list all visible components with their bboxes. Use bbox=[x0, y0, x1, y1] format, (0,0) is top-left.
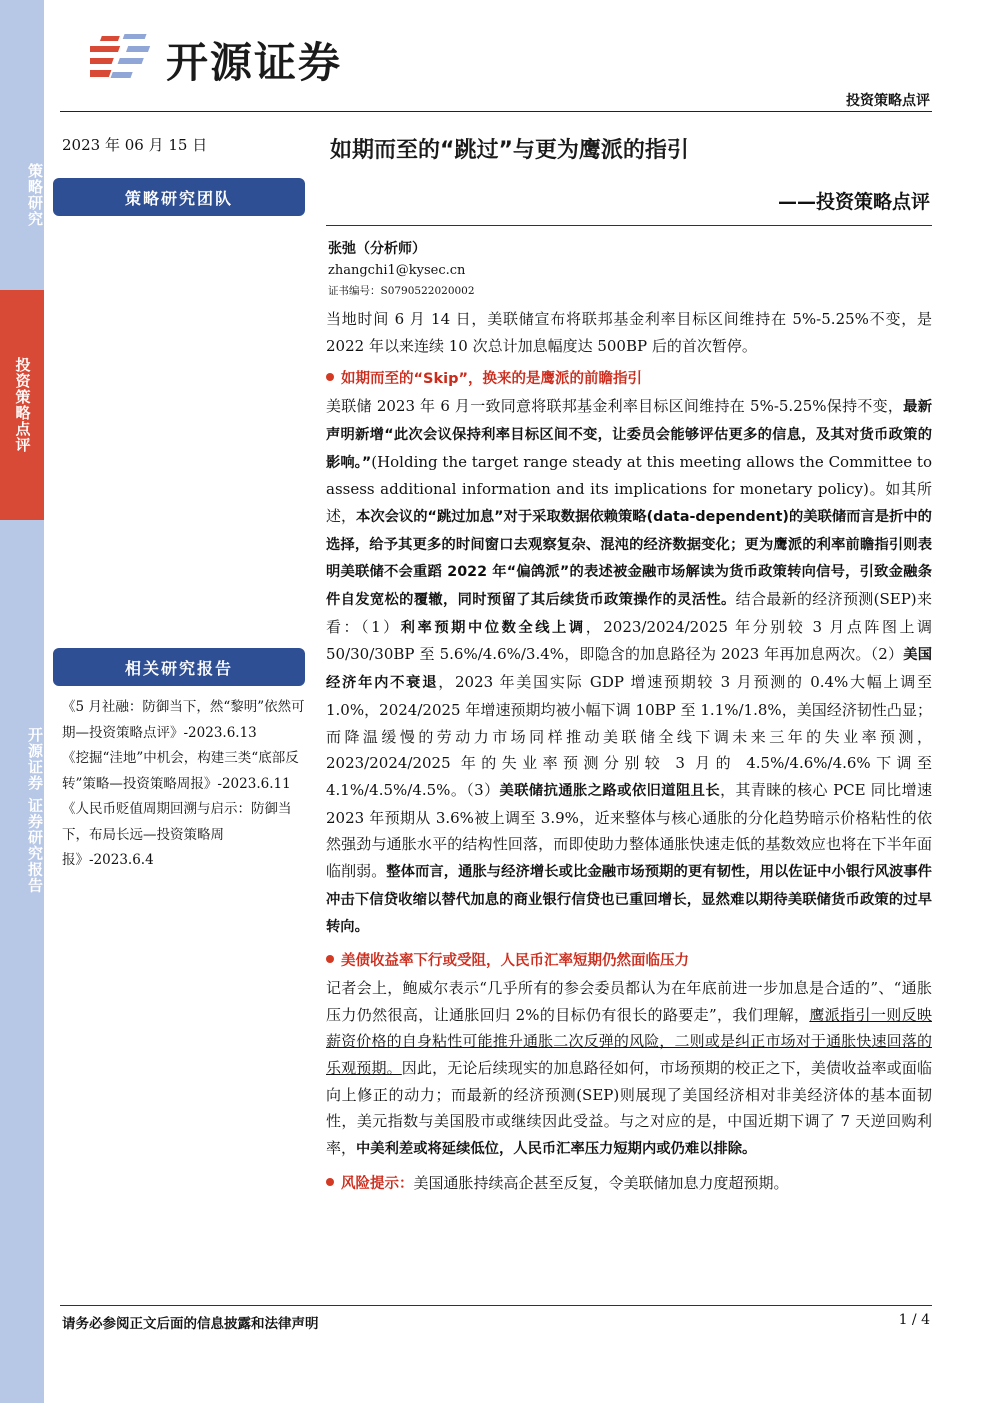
bullet-dot-icon bbox=[326, 373, 334, 381]
section-heading-1: 如期而至的“Skip”，换来的是鹰派的前瞻指引 bbox=[326, 366, 932, 393]
analyst-email: zhangchi1@kysec.cn bbox=[328, 263, 466, 278]
header-divider bbox=[60, 111, 932, 112]
related-report-item: 《挖掘“洼地”中机会，构建三类“底部反转”策略—投资策略周报》-2023.6.11 bbox=[62, 750, 299, 792]
related-report-item: 《人民币贬值周期回溯与启示：防御当下，布局长远—投资策略周报》-2023.6.4 bbox=[62, 801, 292, 868]
related-report-item: 《5 月社融：防御当下，然“黎明”依然可期—投资策略点评》-2023.6.13 bbox=[62, 699, 305, 741]
related-reports-label: 相关研究报告 bbox=[53, 648, 305, 686]
report-date: 2023 年 06 月 15 日 bbox=[62, 136, 208, 154]
report-body bbox=[326, 306, 932, 1198]
logo-mark-icon bbox=[90, 30, 158, 90]
team-label: 策略研究团队 bbox=[53, 178, 305, 216]
section-heading-2: 美债收益率下行或受阻，人民币汇率短期仍然面临压力 bbox=[326, 948, 932, 975]
sidebar-label-report-type: 投资策略点评 bbox=[0, 290, 44, 520]
intro-paragraph: 当地时间 6 月 14 日，美联储宣布将联邦基金利率目标区间维持在 5%-5.25%不变，是 2022 年以来连续 10 次总计加息幅度达 500BP 后的首次暂停。 bbox=[326, 310, 932, 355]
title-divider bbox=[326, 225, 932, 226]
analyst-cert: 证书编号：S0790522020002 bbox=[328, 285, 475, 297]
footer-divider bbox=[60, 1305, 932, 1306]
left-color-bar bbox=[0, 0, 44, 1403]
sidebar-label-strategy: 策略研究 bbox=[0, 100, 44, 290]
brand-name: 开源证券 bbox=[166, 38, 343, 87]
bullet-dot-icon bbox=[326, 955, 334, 963]
analyst-block bbox=[328, 238, 475, 300]
related-reports-list bbox=[62, 695, 306, 874]
section-paragraph-1: 美联储 2023 年 6 月一致同意将联邦基金利率目标区间维持在 5%-5.25%保持不变，最新声明新增“此次会议保持利率目标区间不变，让委员会能够评估更多的信息，及其对货币政策的影响。”(Holding the target range steady at this meeting allows the Committee to assess additional information and its implications for monetary policy)。如其所述，本次会议的“跳过加息”对于采取数据依赖策略(data-dependent)的美联储而言是折中的选择，给予其更多的时间窗口去观察复杂、混沌的经济数据变化；更为鹰派的利率前瞻指引则表明美联储不会重蹈 2022 年“偏鸽派”的表述被金融市场解读为货币政策转向信号，引致金融条件自发宽松的覆辙，同时预留了其后续货币政策操作的灵活性。结合最新的经济预测(SEP)来看：（1）利率预期中位数全线上调，2023/2024/2025 年分别较 3 月点阵图上调 50/30/30BP 至 5.6%/4.6%/3.4%，即隐含的加息路径为 2023 年再加息两次。（2）美国经济年内不衰退，2023 年美国实际 GDP 增速预期较 3 月预测的 0.4%大幅上调至 1.0%，2024/2025 年增速预期均被小幅下调 10BP 至 1.1%/1.8%，美国经济韧性凸显；而降温缓慢的劳动力市场同样推动美联储全线下调未来三年的失业率预测，2023/2024/2025 年的失业率预测分别较 3 月的 4.5%/4.6%/4.6%下调至 4.1%/4.5%/4.5%。（3）美联储抗通胀之路或依旧道阻且长，其青睐的核心 PCE 同比增速 2023 年预期从 3.6%被上调至 3.9%，近来整体与核心通胀的分化趋势暗示价格粘性的依然强劲与通胀水平的结构性回落，而即使助力整体通胀快速走低的基数效应也将在下半年面临削弱。整体而言，通胀与经济增长或比金融市场预期的更有韧性，用以佐证中小银行风波事件冲击下信贷收缩以替代加息的商业银行信贷也已重回增长，显然难以期待美联储货币政策的过早转向。 bbox=[326, 397, 933, 936]
sidebar-label-brand: 开源证券 证券研究报告 bbox=[26, 726, 44, 894]
page-number: 1 / 4 bbox=[898, 1312, 930, 1328]
company-logo bbox=[90, 30, 342, 90]
document-type: 投资策略点评 bbox=[846, 93, 930, 109]
footer-disclaimer: 请务必参阅正文后面的信息披露和法律声明 bbox=[62, 1316, 319, 1332]
report-title: 如期而至的“跳过”与更为鹰派的指引 bbox=[330, 138, 689, 163]
section-paragraph-2: 记者会上，鲍威尔表示“几乎所有的参会委员都认为在年底前进一步加息是合适的”、“通胀压力仍然很高，让通胀回归 2%的目标仍有很长的路要走”，我们理解，鹰派指引一则反映薪资价格的自身粘性可能推升通胀二次反弹的风险，二则或是纠正市场对于通胀快速回落的乐观预期。因此，无论后续现实的加息路径如何，市场预期的校正之下，美债收益率或面临向上修正的动力；而最新的经济预测(SEP)则展现了美国经济相对非美经济体的基本面韧性，美元指数与美国股市或继续因此受益。与之对应的是，中国近期下调了 7 天逆回购利率，中美利差或将延续低位，人民币汇率压力短期内或仍难以排除。 bbox=[326, 978, 932, 1158]
analyst-name: 张弛（分析师） bbox=[328, 241, 426, 257]
report-subtitle: ——投资策略点评 bbox=[777, 191, 930, 213]
risk-warning: 风险提示：美国通胀持续高企甚至反复，令美联储加息力度超预期。 bbox=[326, 1170, 932, 1198]
bullet-dot-icon bbox=[326, 1178, 334, 1186]
